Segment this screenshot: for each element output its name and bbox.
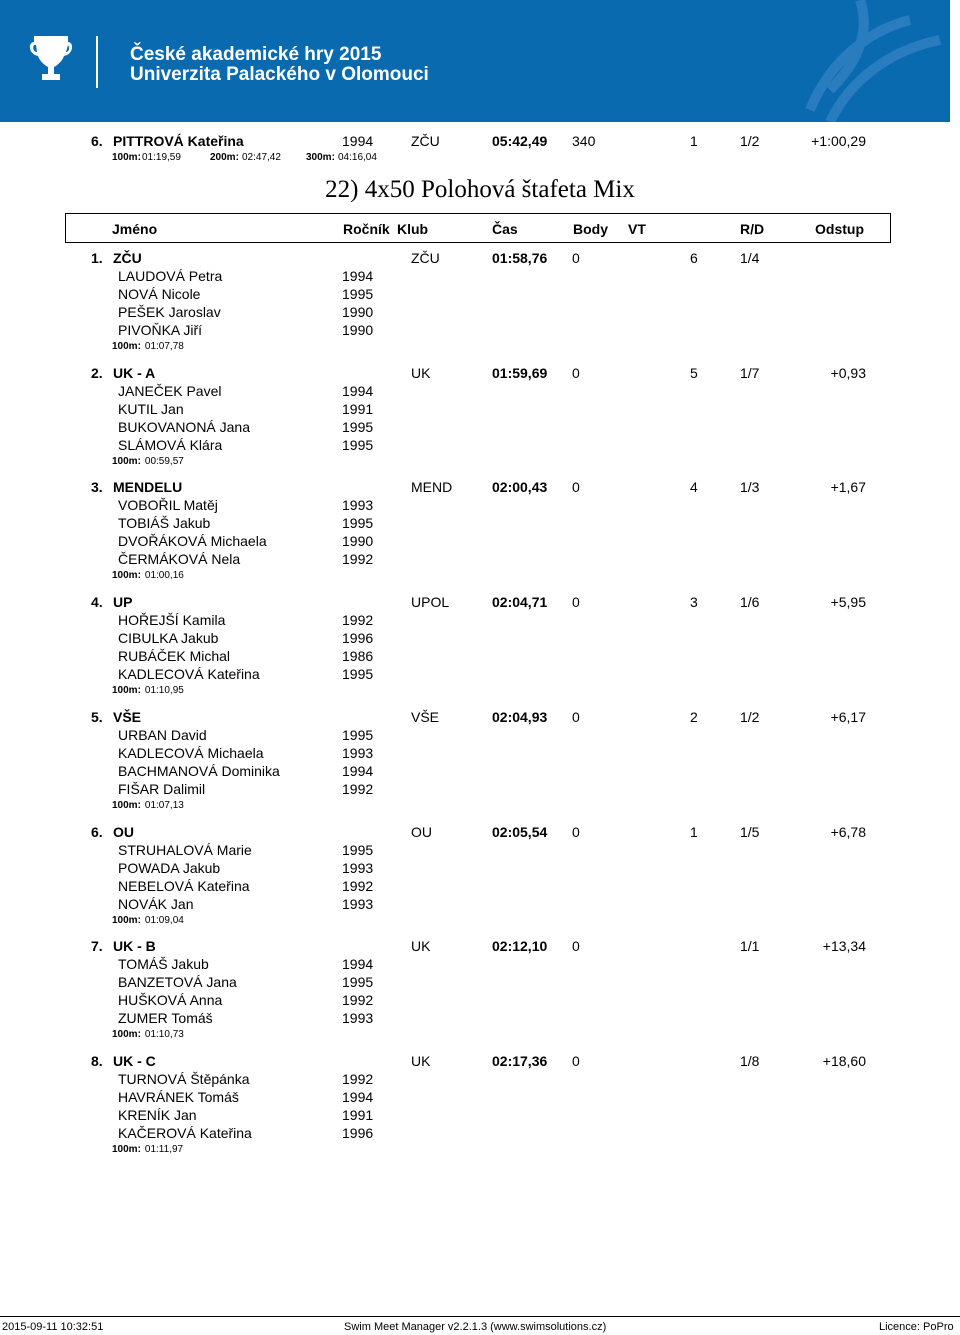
member-name: KRENÍK Jan (118, 1107, 197, 1123)
member-name: LAUDOVÁ Petra (118, 268, 223, 284)
relay-rd: 1/5 (740, 824, 760, 840)
relay-vt: 4 (690, 479, 698, 495)
member-year: 1995 (342, 515, 374, 531)
prev-vt: 1 (690, 133, 698, 149)
relay-points: 0 (572, 479, 580, 495)
member-name: STRUHALOVÁ Marie (118, 842, 252, 858)
member-year: 1994 (342, 1089, 374, 1105)
member-name: NOVÁK Jan (118, 896, 194, 912)
member-name: BANZETOVÁ Jana (118, 974, 237, 990)
relay-vt: 6 (690, 250, 698, 266)
member-name: JANEČEK Pavel (118, 383, 222, 399)
member-name: TURNOVÁ Štěpánka (118, 1071, 250, 1087)
relay-club: UPOL (411, 594, 450, 610)
relay-time: 02:17,36 (492, 1053, 548, 1069)
relay-points: 0 (572, 250, 580, 266)
prev-rd: 1/2 (740, 133, 760, 149)
relay-gap: +6,78 (830, 824, 866, 840)
relay-points: 0 (572, 594, 580, 610)
split-value: 01:00,16 (144, 570, 184, 581)
relay-club: MEND (411, 479, 453, 495)
relay-team: UK - A (113, 365, 156, 381)
relay-team: ZČU (113, 250, 142, 266)
relay-rank: 8. (91, 1053, 103, 1069)
relay-result-block (0, 250, 960, 360)
relay-club: UK (411, 365, 431, 381)
member-name: FIŠAR Dalimil (118, 781, 206, 797)
relay-time: 02:05,54 (492, 824, 548, 840)
member-year: 1993 (342, 1010, 374, 1026)
split-value: 01:10,73 (144, 1029, 184, 1040)
col-club: Klub (397, 221, 429, 237)
member-year: 1992 (342, 878, 374, 894)
relay-rd: 1/1 (740, 938, 760, 954)
split-time (112, 456, 184, 467)
relay-points: 0 (572, 824, 580, 840)
relay-rank: 5. (91, 709, 103, 725)
relay-club: UK (411, 938, 431, 954)
relay-vt: 1 (690, 824, 698, 840)
member-year: 1995 (342, 974, 374, 990)
relay-points: 0 (572, 1053, 580, 1069)
relay-result-block (0, 824, 960, 934)
relay-time: 02:00,43 (492, 479, 548, 495)
relay-team: VŠE (113, 709, 142, 725)
prev-club: ZČU (411, 133, 440, 149)
split-value: 01:07,78 (144, 341, 184, 352)
relay-time: 01:59,69 (492, 365, 548, 381)
relay-rd: 1/8 (740, 1053, 760, 1069)
column-header (65, 213, 891, 243)
member-year: 1993 (342, 497, 374, 513)
split-time (112, 341, 184, 352)
relay-result-block (0, 1053, 960, 1163)
member-name: SLÁMOVÁ Klára (118, 437, 223, 453)
member-name: VOBOŘIL Matěj (118, 497, 218, 513)
split-label: 100m: (112, 1029, 141, 1040)
member-year: 1990 (342, 322, 374, 338)
member-name: KUTIL Jan (118, 401, 184, 417)
member-name: DVOŘÁKOVÁ Michaela (118, 533, 267, 549)
member-name: NEBELOVÁ Kateřina (118, 878, 250, 894)
relay-team: UK - B (113, 938, 156, 954)
footer-software: Swim Meet Manager v2.2.1.3 (www.swimsolutions.cz) (344, 1321, 607, 1333)
member-name: TOBIÁŠ Jakub (118, 515, 211, 531)
footer-divider (0, 1316, 960, 1317)
member-year: 1992 (342, 612, 374, 628)
relay-points: 0 (572, 938, 580, 954)
split-value: 01:09,04 (144, 915, 184, 926)
member-year: 1991 (342, 1107, 374, 1123)
event-title: 22) 4x50 Polohová štafeta Mix (325, 176, 635, 203)
relay-time: 01:58,76 (492, 250, 548, 266)
member-year: 1995 (342, 727, 374, 743)
prev-points: 340 (572, 133, 596, 149)
prev-split-value: 04:16,04 (338, 152, 377, 163)
member-year: 1994 (342, 763, 374, 779)
member-name: CIBULKA Jakub (118, 630, 219, 646)
member-name: BACHMANOVÁ Dominika (118, 763, 280, 779)
member-year: 1992 (342, 551, 374, 567)
split-time (112, 570, 184, 581)
member-name: ZUMER Tomáš (118, 1010, 213, 1026)
relay-gap: +0,93 (830, 365, 866, 381)
member-name: RUBÁČEK Michal (118, 648, 231, 664)
relay-team: OU (113, 824, 134, 840)
prev-split-label: 300m: (306, 152, 335, 163)
col-year: Ročník (343, 221, 390, 237)
split-label: 100m: (112, 915, 141, 926)
decorative-swirl-icon (790, 0, 950, 122)
member-year: 1995 (342, 842, 374, 858)
prev-split-label: 100m: (112, 152, 141, 163)
relay-result-block (0, 479, 960, 589)
split-label: 100m: (112, 1144, 141, 1155)
relay-rank: 1. (91, 250, 103, 266)
prev-year: 1994 (342, 133, 374, 149)
member-name: PIVOŇKA Jiří (118, 322, 203, 338)
split-time (112, 915, 184, 926)
relay-vt: 2 (690, 709, 698, 725)
member-name: KAČEROVÁ Kateřina (118, 1125, 252, 1141)
col-vt: VT (628, 221, 646, 237)
split-label: 100m: (112, 800, 141, 811)
footer-timestamp: 2015-09-11 10:32:51 (2, 1321, 104, 1333)
col-name: Jméno (112, 221, 158, 237)
prev-split-value: 02:47,42 (242, 152, 281, 163)
member-year: 1990 (342, 304, 374, 320)
relay-rank: 4. (91, 594, 103, 610)
member-year: 1992 (342, 1071, 374, 1087)
member-name: URBAN David (118, 727, 207, 743)
col-points: Body (573, 221, 608, 237)
member-year: 1996 (342, 630, 374, 646)
relay-result-block (0, 709, 960, 819)
banner-divider (96, 36, 100, 88)
relay-team: UP (113, 594, 133, 610)
member-name: KADLECOVÁ Michaela (118, 745, 264, 761)
relay-team: MENDELU (113, 479, 183, 495)
banner-title-line2: Univerzita Palackého v Olomouci (130, 64, 429, 85)
member-year: 1994 (342, 956, 374, 972)
relay-rd: 1/3 (740, 479, 760, 495)
prev-split-label: 200m: (210, 152, 239, 163)
member-year: 1990 (342, 533, 374, 549)
prev-rank: 6. (91, 133, 103, 149)
member-name: NOVÁ Nicole (118, 286, 201, 302)
split-label: 100m: (112, 570, 141, 581)
relay-vt: 5 (690, 365, 698, 381)
col-rd: R/D (740, 221, 765, 237)
split-time (112, 1029, 184, 1040)
relay-rank: 3. (91, 479, 103, 495)
relay-rank: 7. (91, 938, 103, 954)
relay-club: ZČU (411, 250, 440, 266)
member-name: HUŠKOVÁ Anna (118, 992, 223, 1008)
member-name: PEŠEK Jaroslav (118, 304, 221, 320)
relay-points: 0 (572, 365, 580, 381)
relay-result-block (0, 594, 960, 704)
split-value: 01:10,95 (144, 685, 184, 696)
header-banner (0, 0, 950, 122)
member-name: TOMÁŠ Jakub (118, 956, 209, 972)
col-time: Čas (492, 221, 518, 237)
split-value: 01:11,97 (144, 1144, 184, 1155)
relay-gap: +18,60 (822, 1053, 866, 1069)
member-year: 1993 (342, 860, 374, 876)
split-time (112, 685, 184, 696)
split-time (112, 800, 184, 811)
member-year: 1996 (342, 1125, 374, 1141)
relay-club: UK (411, 1053, 431, 1069)
relay-rd: 1/7 (740, 365, 760, 381)
member-name: ČERMÁKOVÁ Nela (118, 551, 241, 567)
member-year: 1991 (342, 401, 374, 417)
prev-name: PITTROVÁ Kateřina (113, 133, 244, 149)
split-value: 01:07,13 (144, 800, 184, 811)
relay-result-block (0, 365, 960, 475)
relay-rank: 2. (91, 365, 103, 381)
relay-gap: +13,34 (822, 938, 866, 954)
relay-rd: 1/6 (740, 594, 760, 610)
relay-gap: +6,17 (830, 709, 866, 725)
member-year: 1995 (342, 437, 374, 453)
relay-rank: 6. (91, 824, 103, 840)
member-year: 1992 (342, 992, 374, 1008)
relay-result-block (0, 938, 960, 1048)
member-name: HOŘEJŠÍ Kamila (118, 612, 226, 628)
member-year: 1994 (342, 383, 374, 399)
split-time (112, 1144, 183, 1155)
relay-club: VŠE (411, 709, 440, 725)
relay-time: 02:04,71 (492, 594, 548, 610)
member-year: 1993 (342, 745, 374, 761)
split-label: 100m: (112, 341, 141, 352)
prev-gap: +1:00,29 (811, 133, 866, 149)
relay-vt: 3 (690, 594, 698, 610)
relay-gap: +1,67 (830, 479, 866, 495)
relay-time: 02:04,93 (492, 709, 548, 725)
member-name: HAVRÁNEK Tomáš (118, 1089, 239, 1105)
relay-club: OU (411, 824, 432, 840)
footer-licence: Licence: PoPro (879, 1321, 954, 1333)
split-label: 100m: (112, 685, 141, 696)
relay-points: 0 (572, 709, 580, 725)
member-year: 1995 (342, 666, 374, 682)
split-label: 100m: (112, 456, 141, 467)
member-year: 1992 (342, 781, 374, 797)
prev-split-value: 01:19,59 (142, 152, 181, 163)
relay-rd: 1/4 (740, 250, 760, 266)
prev-time: 05:42,49 (492, 133, 548, 149)
trophy-icon (28, 34, 74, 86)
member-year: 1993 (342, 896, 374, 912)
member-name: KADLECOVÁ Kateřina (118, 666, 260, 682)
member-year: 1986 (342, 648, 374, 664)
relay-gap: +5,95 (830, 594, 866, 610)
col-gap: Odstup (815, 221, 864, 237)
relay-rd: 1/2 (740, 709, 760, 725)
relay-team: UK - C (113, 1053, 156, 1069)
member-year: 1995 (342, 286, 374, 302)
member-year: 1995 (342, 419, 374, 435)
banner-title-line1: České akademické hry 2015 (130, 44, 382, 65)
member-year: 1994 (342, 268, 374, 284)
member-name: BUKOVANONÁ Jana (118, 419, 251, 435)
member-name: POWADA Jakub (118, 860, 221, 876)
split-value: 00:59,57 (144, 456, 184, 467)
relay-time: 02:12,10 (492, 938, 548, 954)
